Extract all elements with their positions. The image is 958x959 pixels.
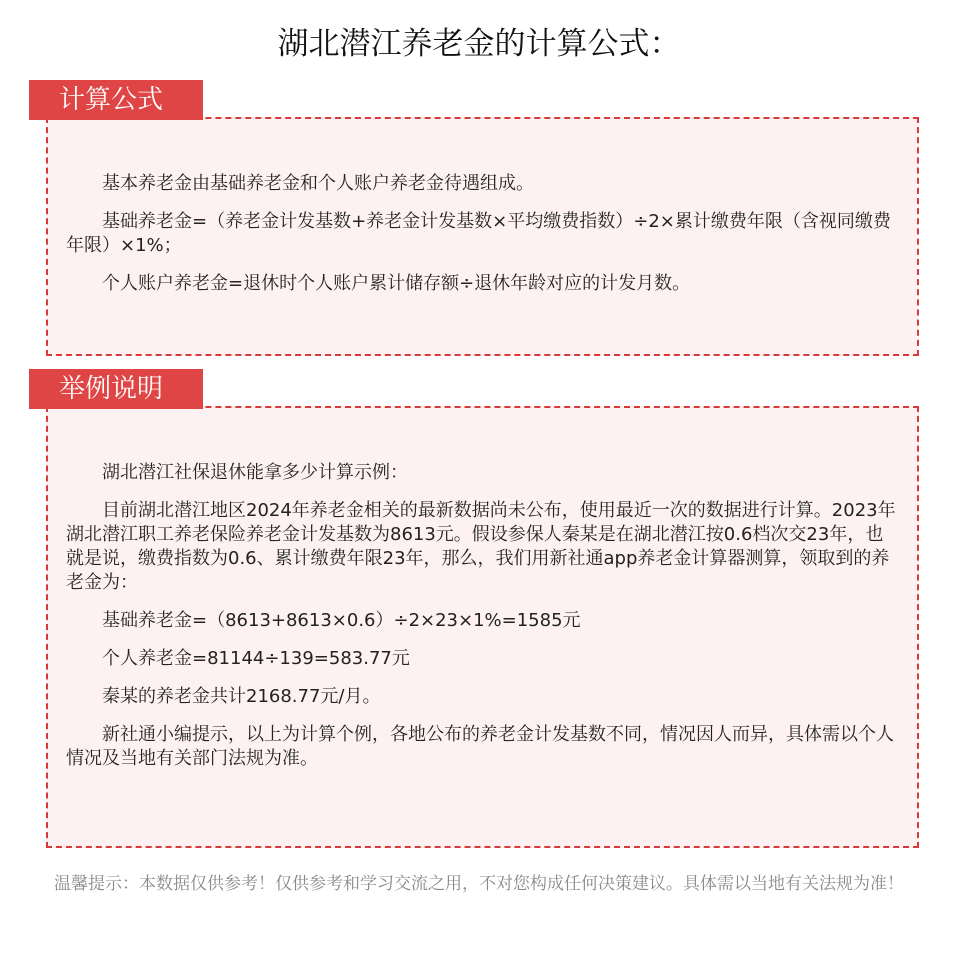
formula-paragraph-basic-pension: 基础养老金=（养老金计发基数+养老金计发基数×平均缴费指数）÷2×累计缴费年限（含视同缴费年限）×1%； [66,211,891,256]
example-paragraph-basic-calc: 基础养老金=（8613+8613×0.6）÷2×23×1%=1585元 [102,610,581,631]
example-paragraph-note: 新社通小编提示，以上为计算个例，各地公布的养老金计发基数不同，情况因人而异，具体需以个人情况及当地有关部门法规为准。 [66,724,894,769]
example-paragraph-personal-calc: 个人养老金=81144÷139=583.77元 [102,648,410,669]
example-paragraph-heading: 湖北潜江社保退休能拿多少计算示例： [102,462,408,483]
disclaimer-text: 温馨提示：本数据仅供参考！仅供参考和学习交流之用，不对您构成任何决策建议。具体需以当地有关法规为准！ [54,874,904,894]
example-paragraph-total: 秦某的养老金共计2168.77元/月。 [102,686,381,707]
formula-section-body [66,172,901,310]
example-paragraph-assumptions: 目前湖北潜江地区2024年养老金相关的最新数据尚未公布，使用最近一次的数据进行计算。2023年湖北潜江职工养老保险养老金计发基数为8613元。假设参保人秦某是在湖北潜江按0.6档次交23年，也就是说，缴费指数为0.6、累计缴费年限23年，那么，我们用新社通app养老金计算器测算，领取到的养老金为： [66,500,896,593]
formula-paragraph-composition: 基本养老金由基础养老金和个人账户养老金待遇组成。 [102,173,534,194]
section-tab-example: 举例说明 [29,369,203,409]
example-section-body [66,461,901,785]
formula-paragraph-personal-account: 个人账户养老金=退休时个人账户累计储存额÷退休年龄对应的计发月数。 [102,273,691,294]
page-title: 湖北潜江养老金的计算公式： [277,26,681,62]
section-tab-formula: 计算公式 [29,80,203,120]
